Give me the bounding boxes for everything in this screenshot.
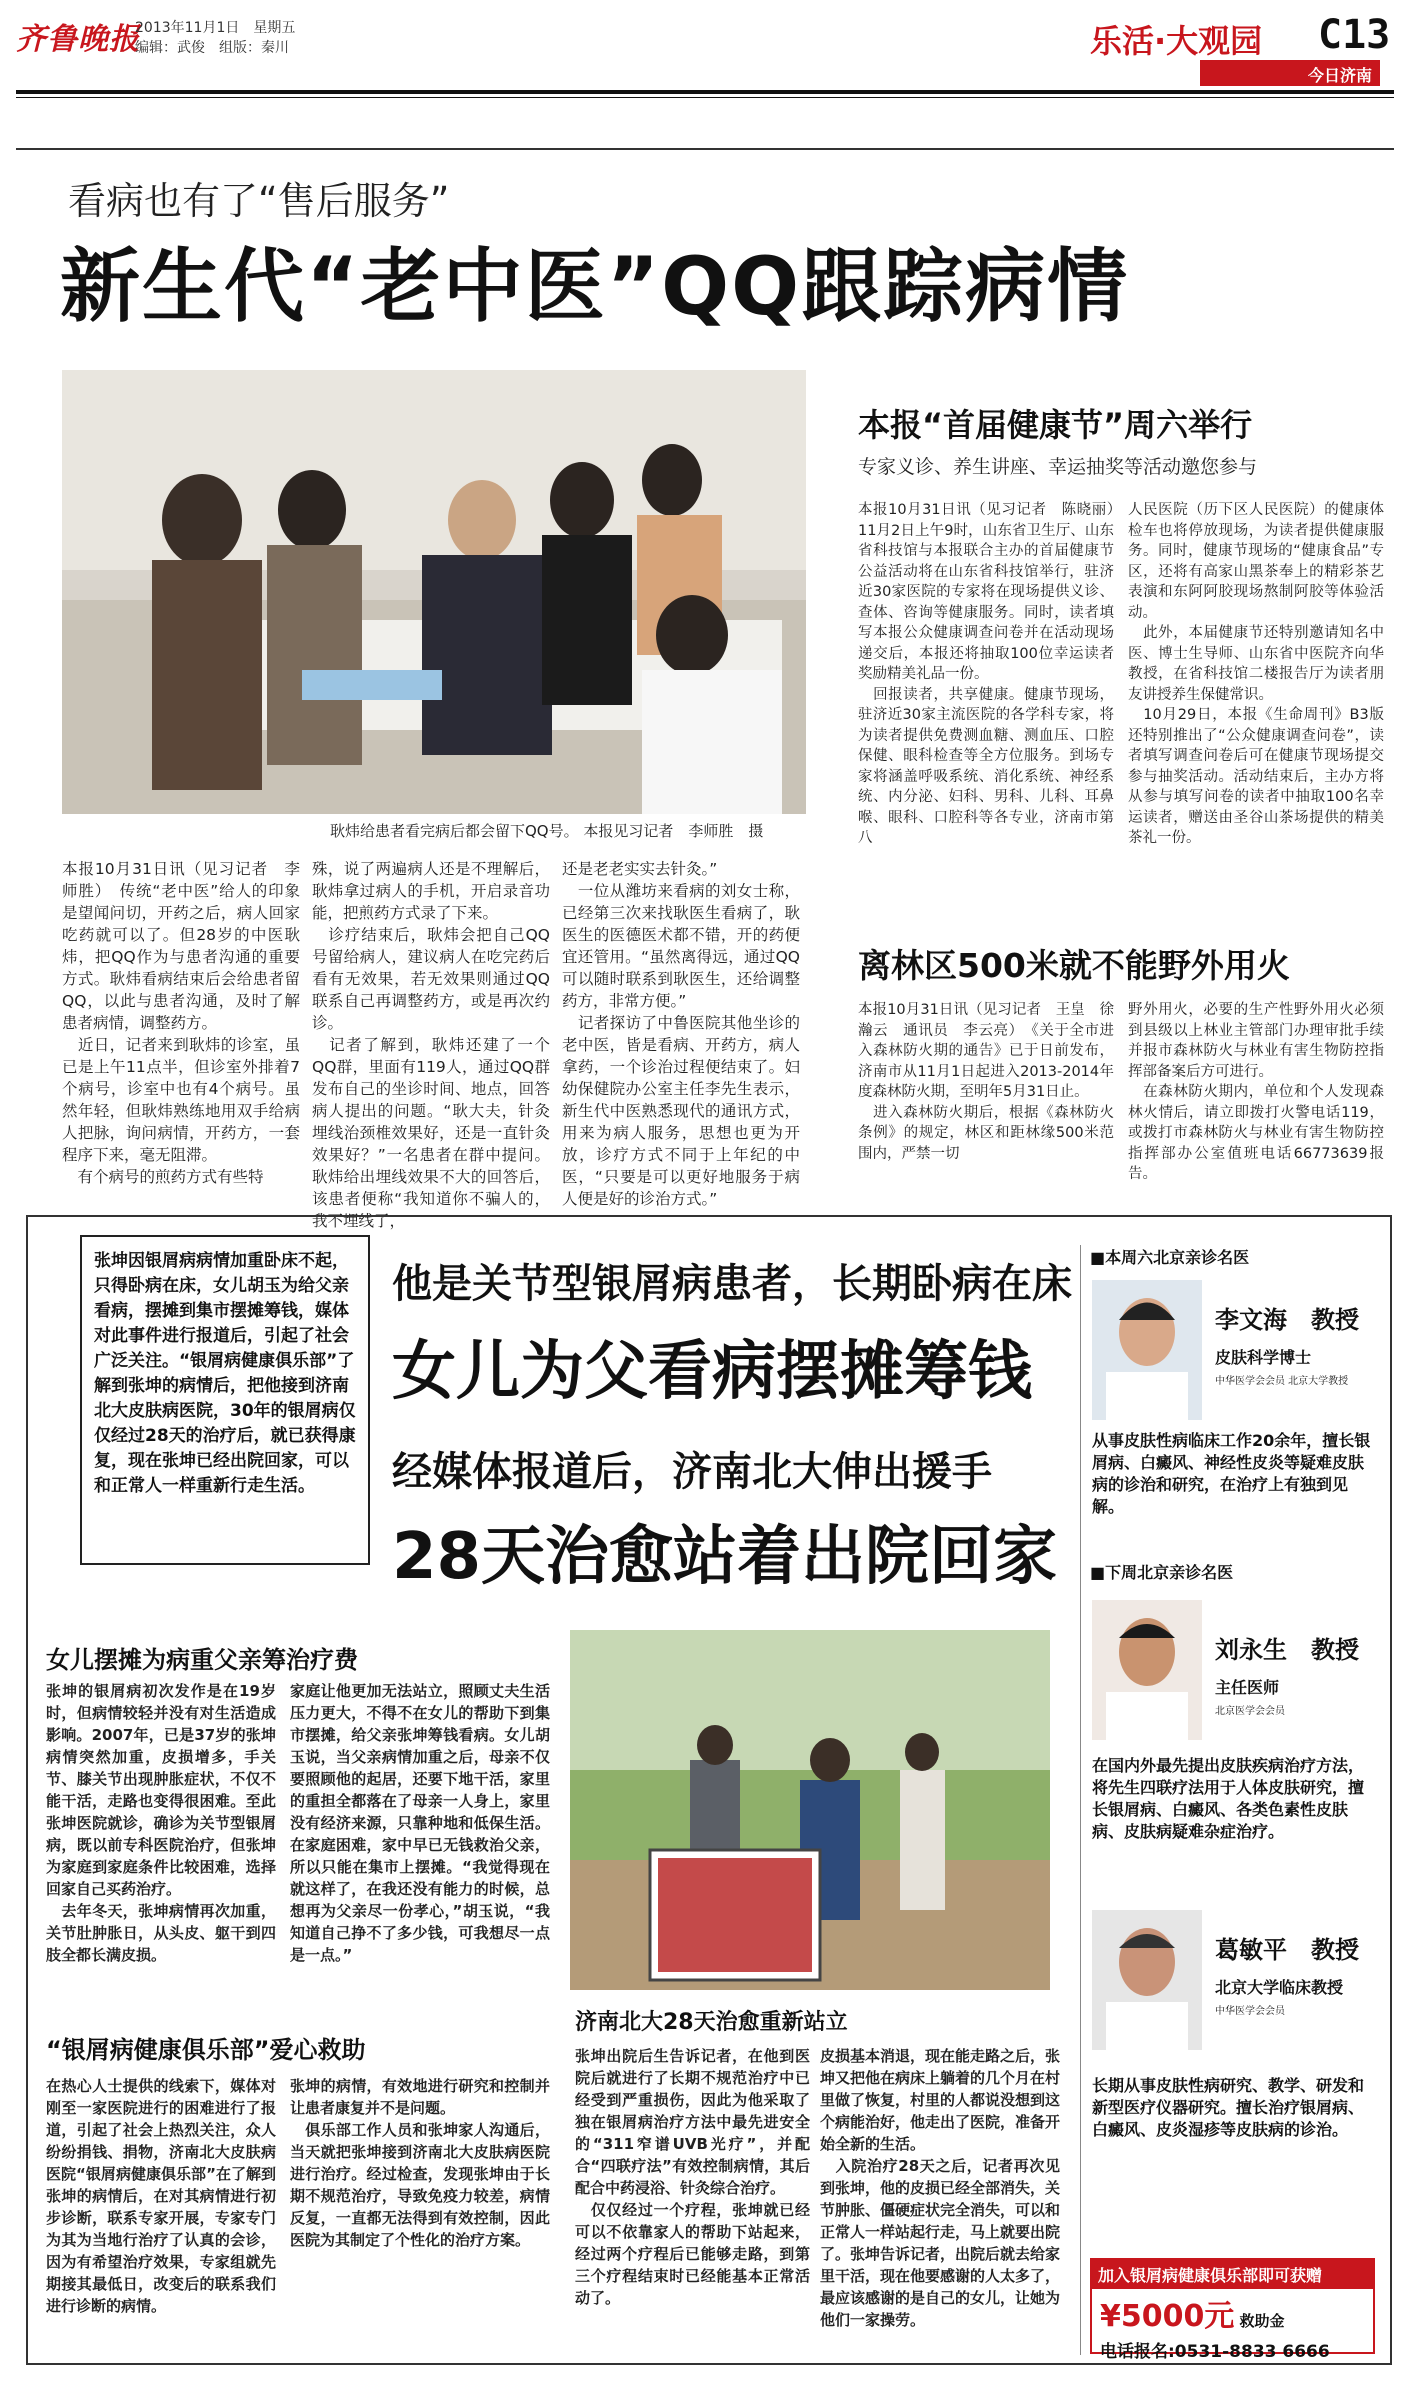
advertorial-headline-2: 女儿为父看病摆摊筹钱 xyxy=(392,1335,1032,1409)
masthead-rule xyxy=(16,90,1394,94)
doctor-panel-title-next-week: ■下周北京亲诊名医 xyxy=(1090,1563,1234,1582)
promo-banner: 加入银屑病健康俱乐部即可获赠 xyxy=(1092,2260,1373,2289)
ad-section-3-column-2: 皮损基本消退，现在能走路之后，张坤又把他在病床上躺着的几个月在村里做了恢复，村里的人都说没想到这个病能治好，他走出了医院，准备开始全新的生活。 入院治疗28天之后，记者再次见到张坤，他的皮损已经全部消失，关节肿胀、僵硬症状完全消失，可以和正常人一样站起行走，马上就要出院了。张坤告诉记者，出院后就去给家里干活，现在他要感谢的人太多了，最应该感谢的是自己的女儿，让她为他们一家操劳。 xyxy=(820,2047,1061,2329)
lead-photo xyxy=(62,370,806,814)
recovery-photo-caption: 济南北大28天治愈重新站立 xyxy=(575,2010,848,2035)
doctor-2-name: 刘永生 教授 xyxy=(1215,1636,1359,1664)
health-festival-dek: 专家义诊、养生讲座、幸运抽奖等活动邀您参与 xyxy=(858,456,1258,478)
promo-box xyxy=(1090,2258,1375,2362)
issue-date: 2013年11月1日 星期五 xyxy=(135,20,296,36)
promo-phone: 电话报名:0531-8833 6666 xyxy=(1100,2342,1330,2362)
clinic-photo-illustration xyxy=(62,370,806,814)
doctor-3-photo xyxy=(1092,1910,1202,2050)
advertorial-headline-4: 28天治愈站着出院回家 xyxy=(392,1520,1058,1594)
health-festival-column-1: 本报10月31日讯（见习记者 陈晓丽） 11月2日上午9时，山东省卫生厅、山东省科技馆与本报联合主办的首届健康节公益活动将在山东省科技馆举行，驻济近30家医院的专家将在现场提供义诊、查体、咨询等健康服务。同时，读者填写本报公众健康调查问卷并在活动现场递交后，本报还将抽取100位幸运读者奖励精美礼品一份。 回报读者，共享健康。健康节现场，驻济近30家主流医院的各学科专家，将为读者提供免费测血糖、测血压、口腔保健、眼科检查等全方位服务。到场专家将涵盖呼吸系统、消化系统、神经系统、内分泌、妇科、男科、儿科、耳鼻喉、眼科、口腔科等各专业，济南市第八 xyxy=(858,502,1114,846)
ad-section-2-column-1: 在热心人士提供的线索下，媒体对刚至一家医院进行的困难进行了报道，引起了社会上热烈关注，众人纷纷捐钱、捐物，济南北大皮肤病医院“银屑病健康俱乐部”在了解到张坤的病情后，在对其病情进行初步诊断，联系专家开展，专家专门为其为当地行治疗了认真的会诊，因为有希望治疗效果，专家组就先期接其最低日，改变后的联系我们进行诊断的病情。 xyxy=(46,2077,276,2315)
ad-section-3-column-1: 张坤出院后生告诉记者，在他到医院后就进行了长期不规范治疗中已经受到严重损伤，因此为他采取了独在银屑病治疗方法中最先进安全的“311窄谱UVB光疗”，并配合“四联疗法”有效控制病情，其后配合中药浸浴、针灸综合治疗。 仅仅经过一个疗程，张坤就已经可以不依靠家人的帮助下站起来，经过两个疗程后已能够走路，到第三个疗程结束时已经能基本正常活动了。 xyxy=(575,2047,810,2307)
ad-section-2-column-2: 张坤的病情，有效地进行研究和控制并让患者康复并不是问题。 俱乐部工作人员和张坤家人沟通后，当天就把张坤接到济南北大皮肤病医院进行治疗。经过检查，发现张坤由于长期不规范治疗，导致免疫力较差，病情反复，一直都无法得到有效控制，因此医院为其制定了个性化的治疗方案。 xyxy=(290,2077,550,2249)
doctor-3-subtitle: 中华医学会会员 xyxy=(1215,2006,1285,2017)
sub-section-badge: 今日济南 xyxy=(1200,60,1380,86)
fire-ban-column-2: 野外用火，必要的生产性野外用火必须到县级以上林业主管部门办理审批手续并报市森林防火与林业有害生物防控指挥部备案后方可进行。 在森林防火期内，单位和个人发现森林火情后，请立即拨打火警电话119，或拨打市森林防火与林业有害生物防控指挥部办公室值班电话66773639报告。 xyxy=(1128,1002,1384,1182)
top-section-rule xyxy=(16,148,1394,150)
health-festival-headline: 本报“首届健康节”周六举行 xyxy=(858,406,1253,444)
lead-column-2: 殊，说了两遍病人还是不理解后，耿炜拿过病人的手机，开启录音功能，把煎药方式录了下来。 诊疗结束后，耿炜会把自己QQ号留给病人，建议病人在吃完药后看有无效果，若无效果则通过QQ联系自己再调整药方，或是再次约诊。 记者了解到，耿炜还建了一个QQ群，里面有119人，通过QQ群发布自己的坐诊时间、地点，回答病人提出的问题。“耿大夫，针灸埋线治颈椎效果好，还是一直针灸效果好？”一名患者在群中提问。耿炜给出埋线效果不大的回答后，该患者便称“我知道你不骗人的，我不埋线了， xyxy=(312,860,550,1230)
ad-section-1-title: 女儿摆摊为病重父亲筹治疗费 xyxy=(46,1646,358,1674)
ad-section-1-column-2: 家庭让他更加无法站立，照顾丈夫生活压力更大，不得不在女儿的帮助下到集市摆摊，给父亲张坤筹钱看病。女儿胡玉说，当父亲病情加重之后，母亲不仅要照顾他的起居，还要下地干活，家里的重担全都落在了母亲一人身上，家里没有经济来源，只靠种地和低保生活。在家庭困难，家中早已无钱救治父亲，所以只能在集市上摆摊。“我觉得现在就这样了，在我还没有能力的时候，总想再为父亲尽一份孝心，”胡玉说，“我知道自己挣不了多少钱，可我想尽一点是一点。” xyxy=(290,1682,550,1964)
doctor-2-description: 在国内外最先提出皮肤疾病治疗方法，将先生四联疗法用于人体皮肤研究，擅长银屑病、白癜风、各类色素性皮肤病、皮肤病疑难杂症治疗。 xyxy=(1092,1756,1365,1841)
fire-ban-column-1: 本报10月31日讯（见习记者 王皇 徐瀚云 通讯员 李云亮） 《关于全市进入森林防火期的通告》已于日前发布，济南市从11月1日起进入2013-2014年度森林防火期，至明年5月31日止。 进入森林防火期后，根据《森林防火条例》的规定，林区和距林缘500米范围内，严禁一切 xyxy=(858,1002,1114,1162)
ad-section-2-title: “银屑病健康俱乐部”爱心救助 xyxy=(46,2036,366,2064)
doctor-1-description: 从事皮肤性病临床工作20余年，擅长银屑病、白癜风、神经性皮炎等疑难皮肤病的诊治和研究，在治疗上有独到见解。 xyxy=(1092,1431,1371,1516)
doctor-1-subtitle: 中华医学会会员 北京大学教授 xyxy=(1215,1376,1349,1387)
lead-photo-caption: 耿炜给患者看完病后都会留下QQ号。 本报见习记者 李师胜 摄 xyxy=(330,822,764,840)
page-number: C13 xyxy=(1318,12,1391,58)
ad-section-1-column-1: 张坤的银屑病初次发作是在19岁时，但病情较轻并没有对生活造成影响。2007年，已是37岁的张坤病情突然加重，皮损增多，手关节、膝关节出现肿胀症状，不仅不能干活，走路也变得很困难。至此张坤医院就诊，确诊为关节型银屑病，既以前专科医院治疗，但张坤为家庭到家庭条件比较困难，选择回家自己买药治疗。 去年冬天，张坤病情再次加重，关节肚肿胀日，从头皮、躯干到四肢全都长满皮损。 xyxy=(46,1682,276,1964)
doctor-2-photo xyxy=(1092,1600,1202,1740)
doctor-1-name: 李文海 教授 xyxy=(1215,1306,1359,1334)
doctor-2-subtitle: 北京医学会会员 xyxy=(1215,1706,1285,1717)
masthead-rule-thin xyxy=(16,97,1394,98)
doctor-2-title: 主任医师 xyxy=(1215,1678,1280,1697)
health-festival-column-2: 人民医院（历下区人民医院）的健康体检车也将停放现场，为读者提供健康服务。同时，健康节现场的“健康食品”专区，还将有高家山黑茶奉上的精彩茶艺表演和东阿阿胶现场熬制阿胶等体验活动。 此外，本届健康节还特别邀请知名中医、博士生导师、山东省中医院齐向华教授，在省科技馆二楼报告厅为读者朋友讲授养生保健常识。 10月29日，本报《生命周刊》B3版还特别推出了“公众健康调查问卷”，读者填写调查问卷后可在健康节现场提交参与抽奖活动。活动结束后，主办方将从参与填写问卷的读者中抽取100名幸运读者，赠送由圣谷山茶场提供的精美茶礼一份。 xyxy=(1128,502,1384,846)
section-name: 乐活·大观园 xyxy=(1090,22,1263,60)
lead-column-3: 还是老老实实去针灸。” 一位从潍坊来看病的刘女士称，已经第三次来找耿医生看病了，耿医生的医德医术都不错，开的药便宜还管用。“虽然离得远，通过QQ可以随时联系到耿医生，还给调整药方，非常方便。” 记者探访了中鲁医院其他坐诊的老中医，皆是看病、开药方，病人拿药，一个诊治过程便结束了。妇幼保健院办公室主任李先生表示，新生代中医熟悉现代的通讯方式，用来为病人服务，思想也更为开放，诊疗方式不同于上年纪的中医，“只要是可以更好地服务于病人便是好的诊治方式。” xyxy=(562,860,800,1208)
doctor-3-name: 葛敏平 教授 xyxy=(1215,1936,1359,1964)
doctor-1-photo xyxy=(1092,1280,1202,1420)
recovery-photo xyxy=(570,1630,1050,1990)
editor-credits: 编辑：武俊 组版：秦川 xyxy=(135,40,289,56)
advertorial-headline-3: 经媒体报道后，济南北大伸出援手 xyxy=(392,1449,992,1495)
doctor-3-title: 北京大学临床教授 xyxy=(1215,1978,1344,1997)
doctor-1-title: 皮肤科学博士 xyxy=(1215,1348,1312,1367)
doctor-panel-title-this-week: ■本周六北京亲诊名医 xyxy=(1090,1248,1250,1267)
recovery-photo-illustration xyxy=(570,1630,1050,1990)
masthead-meta xyxy=(135,18,295,58)
advertorial-headline-1: 他是关节型银屑病患者，长期卧病在床 xyxy=(392,1261,1072,1307)
newspaper-logo: 齐鲁晚报 xyxy=(16,22,140,57)
lead-kicker: 看病也有了“售后服务” xyxy=(68,179,450,223)
fire-ban-headline: 离林区500米就不能野外用火 xyxy=(858,946,1290,985)
lead-headline: 新生代“老中医”QQ跟踪病情 xyxy=(60,240,1130,333)
promo-unit: 救助金 xyxy=(1239,2312,1285,2330)
doctor-3-description: 长期从事皮肤性病研究、教学、研发和新型医疗仪器研究。擅长治疗银屑病、白癜风、皮炎湿疹等皮肤病的诊治。 xyxy=(1092,2076,1365,2139)
advertorial-summary-box: 张坤因银屑病病情加重卧床不起，只得卧病在床，女儿胡玉为给父亲看病，摆摊到集市摆摊筹钱，媒体对此事件进行报道后，引起了社会广泛关注。“银屑病健康俱乐部”了解到张坤的病情后，把他接到济南北大皮肤病医院，30年的银屑病仅仅经过28天的治疗后，就已获得康复，现在张坤已经出院回家，可以和正常人一样重新行走生活。 xyxy=(80,1235,370,1565)
promo-amount: ¥5000元 xyxy=(1100,2299,1235,2334)
lead-column-1: 本报10月31日讯（见习记者 李师胜） 传统“老中医”给人的印象是望闻问切，开药之后，病人回家吃药就可以了。但28岁的中医耿炜，把QQ作为与患者沟通的重要方式。耿炜看病结束后会给患者留QQ，以此与患者沟通，及时了解患者病情，调整药方。 近日，记者来到耿炜的诊室，虽已是上午11点半，但诊室外排着7个病号，诊室中也有4个病号。虽然年轻，但耿炜熟练地用双手给病人把脉，询问病情，开药方，一套程序下来，毫无阻滞。 有个病号的煎药方式有些特 xyxy=(62,860,300,1186)
